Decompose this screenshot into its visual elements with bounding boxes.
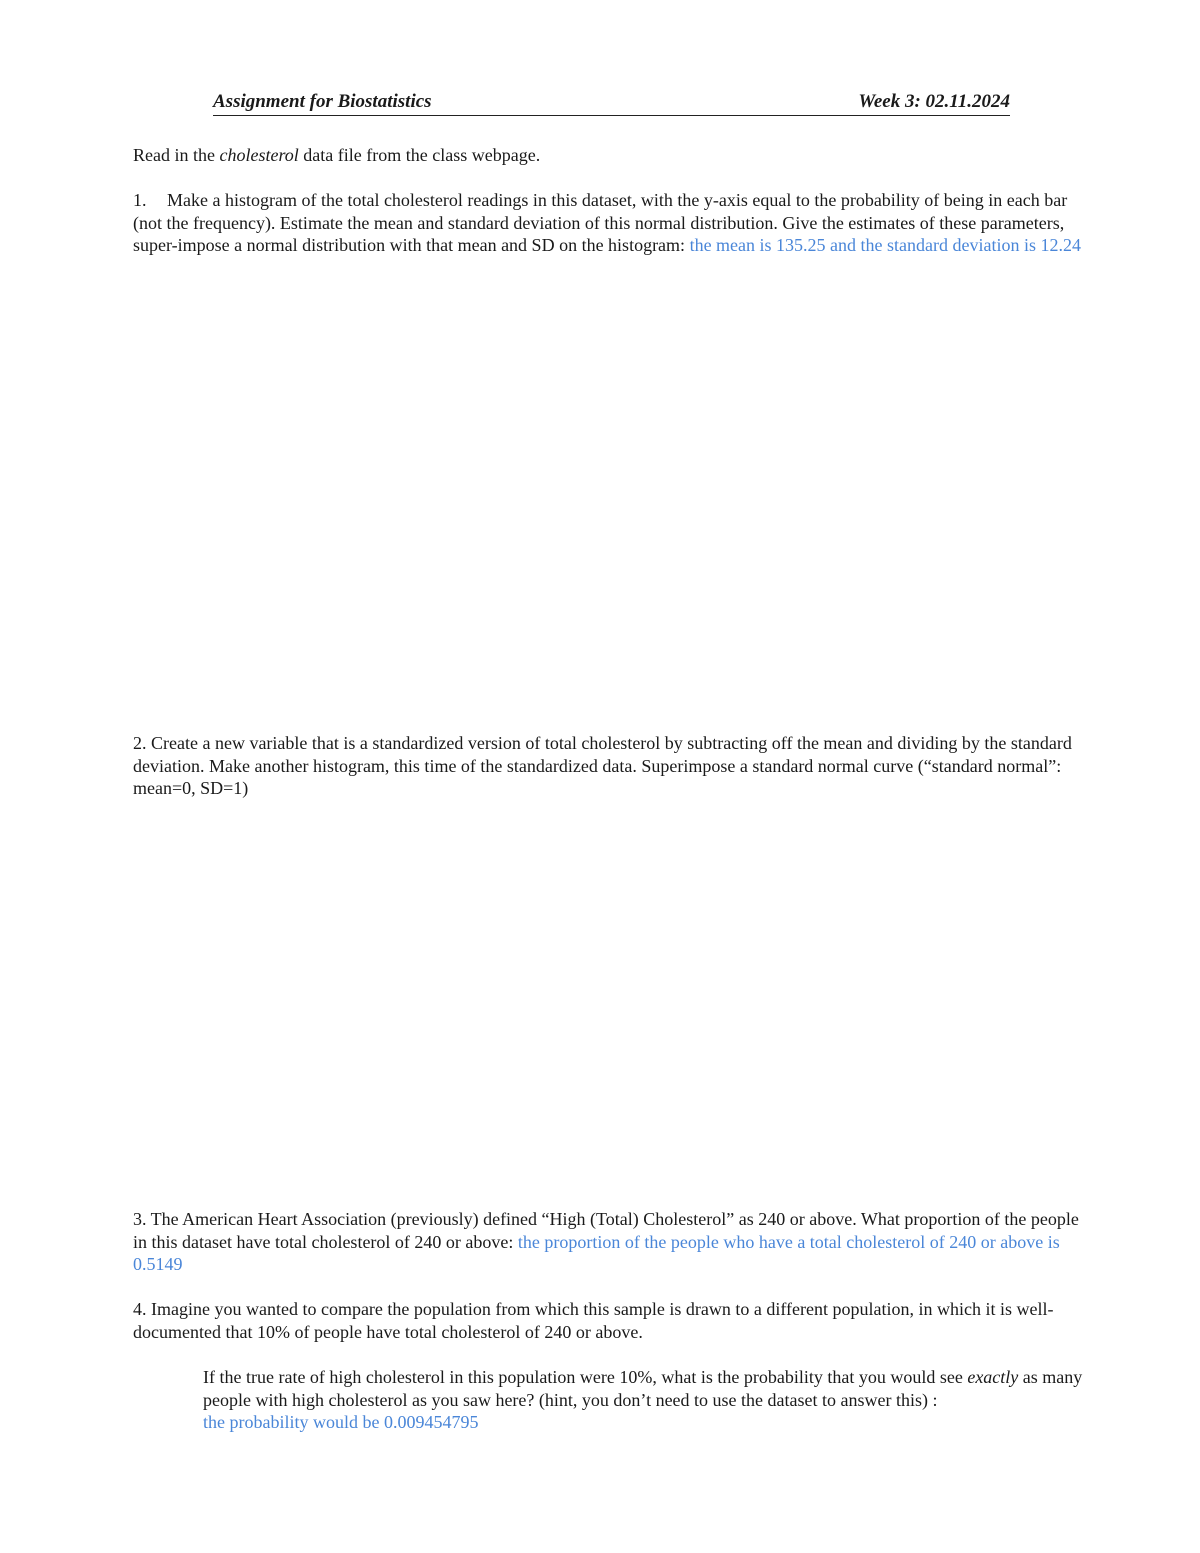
question-2-text: 2. Create a new variable that is a standardized version of total cholesterol by subtracting off the mean and dividing by the standard deviation. Make another histogram, this time of the standardized data. Superimpose a standard normal curve (“standard normal”: mean=0, SD=1) xyxy=(133,733,1072,798)
question-1-answer: the mean is 135.25 and the standard deviation is 12.24 xyxy=(689,235,1081,255)
intro-text-before: Read in the xyxy=(133,145,220,165)
question-4-answer: the probability would be 0.009454795 xyxy=(203,1412,479,1432)
intro-paragraph xyxy=(133,144,1093,167)
question-4-sub-text-before: If the true rate of high cholesterol in this population were 10%, what is the probability that you would see xyxy=(203,1367,968,1387)
question-4-sub-emphasis: exactly xyxy=(967,1367,1019,1387)
question-3 xyxy=(133,1208,1093,1276)
question-4-text: 4. Imagine you wanted to compare the population from which this sample is drawn to a different population, in which it is well-documented that 10% of people have total cholesterol of 240 or above. xyxy=(133,1299,1054,1342)
question-1-number: 1. xyxy=(133,190,147,210)
question-4 xyxy=(133,1298,1093,1343)
question-3-text: 3. The American Heart Association (previously) defined “High (Total) Cholesterol” as 240 or above. What proportion of the people in this dataset have total cholesterol of 240 or above: xyxy=(133,1209,1079,1252)
question-1 xyxy=(133,189,1093,257)
intro-dataset-name: cholesterol xyxy=(219,145,299,165)
assignment-title: Assignment for Biostatistics xyxy=(213,91,432,112)
question-3-answer: the proportion of the people who have a total cholesterol of 240 or above is 0.5149 xyxy=(133,1231,1060,1274)
week-date: Week 3: 02.11.2024 xyxy=(858,91,1010,112)
question-2 xyxy=(133,732,1093,800)
question-1-text: Make a histogram of the total cholesterol readings in this dataset, with the y-axis equal to the probability of being in each bar (not the frequency). Estimate the mean and standard deviation of this normal distribution. Give the estimates of these parameters, super-impose a normal distribution with that mean and SD on the histogram: xyxy=(133,190,1068,255)
question-4-subquestion xyxy=(203,1366,1093,1434)
intro-text-after: data file from the class webpage. xyxy=(298,145,541,165)
question-4-sub-text-after: as many people with high cholesterol as you saw here? (hint, you don’t need to use the dataset to answer this) : xyxy=(203,1367,1083,1410)
document-header xyxy=(213,89,1010,116)
